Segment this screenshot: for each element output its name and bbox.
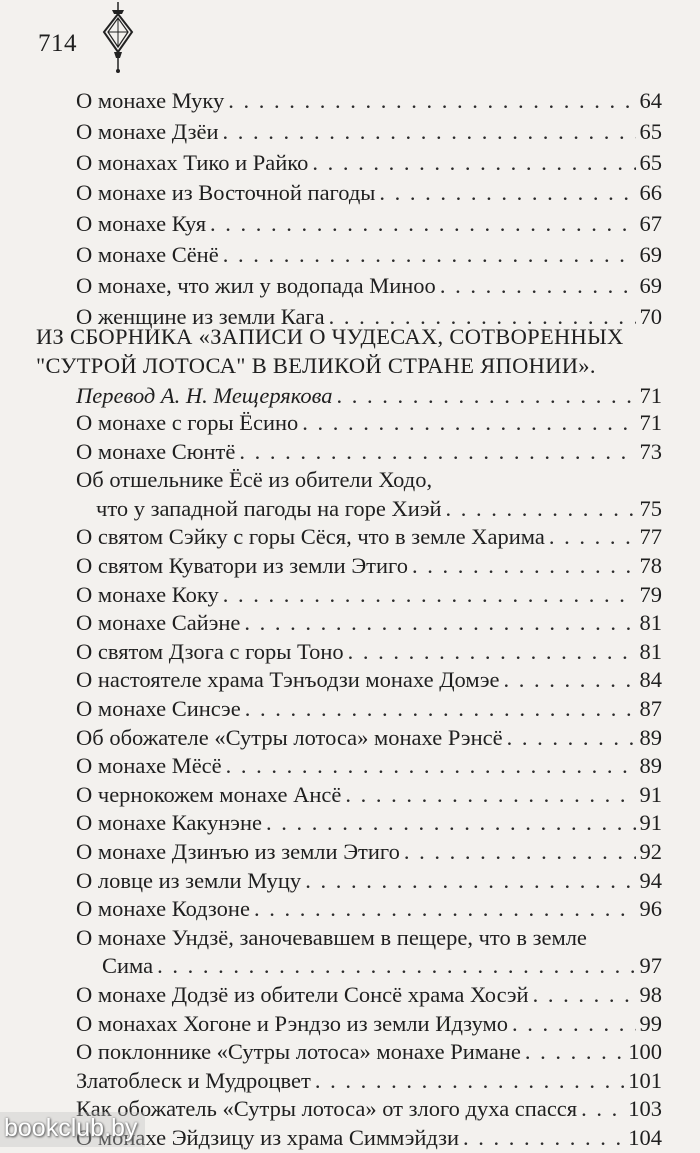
toc-entry-title: О монахе Ундзё, заночевавшем в пещере, что в земле [76,924,587,950]
toc-entry [76,240,662,270]
dot-leader [463,1123,624,1153]
toc-entry-title: О монахе Какунэне [76,810,262,836]
toc-entry-page: 91 [639,781,662,807]
dot-leader [239,437,635,467]
dot-leader [512,1009,635,1039]
toc-entry-title: О монахах Тико и Райко [76,149,309,175]
toc-entry-title: О монахе, что жил у водопада Миноо [76,272,436,298]
toc-entry-title: О чернокожем монахе Ансё [76,781,342,807]
dot-leader [581,1094,624,1124]
toc-entry-title: О монахе Эйдзицу из храма Симмэйдзи [76,1125,460,1150]
toc-entry-page: 69 [639,242,662,267]
toc-entry-page: 73 [639,438,662,464]
dot-leader [254,894,636,924]
toc-entry-page: 75 [639,495,662,521]
dot-leader [504,665,636,695]
toc-entry-title: О монахе Кодзоне [76,896,250,922]
toc-entry [76,1094,662,1124]
toc-entry [76,894,662,924]
toc-entry [76,923,587,953]
toc-entry [76,522,662,552]
toc-entry-page: 67 [639,211,662,237]
toc-entry-page: 100 [628,1039,662,1065]
toc-entry-page: 104 [628,1125,662,1150]
dot-leader [245,694,636,724]
toc-entry-title: Сима [102,953,154,979]
toc-entry-title: О женщине из земли Кага [76,303,325,329]
dot-leader [312,148,635,178]
dot-leader [210,209,635,239]
toc-entry [76,408,662,438]
translator-entry [76,381,662,411]
toc-entry-title: О монахе Додзё из обители Сонсё храма Хосэй [76,982,529,1007]
section-heading-line-1: ИЗ СБОРНИКА «ЗАПИСИ О ЧУДЕСАХ, СОТВОРЕННЫХ [36,324,624,349]
toc-entry [76,637,662,667]
toc-entry-page: 65 [639,118,662,144]
toc-entry [76,1037,662,1067]
dot-leader [226,751,636,781]
toc-entry-title: О монахе Дзинъю из земли Этиго [76,839,400,864]
toc-entry-page: 78 [639,553,662,578]
toc-entry-page: 84 [639,667,662,693]
dot-leader [404,837,636,867]
dot-leader [440,271,636,301]
dot-leader [446,494,636,524]
toc-entry-page: 77 [639,524,662,550]
dot-leader [337,381,636,411]
toc-entry-title: О святом Сэйку с горы Сёся, что в земле Харима [76,524,545,550]
toc-entry-title: Как обожатель «Сутры лотоса» от злого духа спасся [76,1096,578,1122]
lantern-ornament-icon [100,2,136,74]
dot-leader [507,723,636,753]
toc-entry [76,117,662,147]
toc-entry-title: О монахе с горы Ёсино [76,410,299,435]
toc-entry-title: Златоблеск и Мудроцвет [76,1067,311,1093]
toc-entry-page: 65 [639,149,662,175]
toc-entry [76,837,662,867]
dot-leader [223,240,636,270]
toc-entry-page: 91 [639,810,662,836]
toc-entry-page: 92 [639,839,662,864]
toc-entry [76,209,662,239]
toc-entry-title: О монахе Сайэне [76,610,241,636]
toc-entry-page: 103 [628,1096,662,1122]
toc-entry [76,980,662,1010]
toc-entry [76,608,662,638]
dot-leader [223,580,636,610]
toc-entry [76,751,662,781]
toc-entry [76,1009,662,1039]
dot-leader [412,551,636,581]
toc-entry-page: 97 [639,953,662,979]
toc-entry [76,723,662,753]
toc-entry-page: 98 [639,982,662,1007]
toc-entry-title: О настоятеле храма Тэнъодзи монахе Домэе [76,667,500,693]
toc-entry-page: 101 [628,1067,662,1093]
toc-entry-page: 66 [639,180,662,206]
toc-entry [76,780,662,810]
toc-entry-title: О монахе из Восточной пагоды [76,180,376,206]
toc-entry-title: О монахе Коку [76,581,219,607]
toc-entry [76,148,662,178]
toc-entry-title: О монахе Муку [76,88,225,113]
dot-leader [228,86,635,116]
toc-entry-title: О поклоннике «Сутры лотоса» монахе Римане [76,1039,521,1065]
dot-leader [315,1066,624,1096]
toc-entry-title: О монахе Сюнтё [76,438,236,464]
toc-entry-page: 70 [639,303,662,329]
toc-entry [76,1066,662,1096]
toc-entry-title: О монахе Куя [76,211,207,237]
toc-entry [76,694,662,724]
dot-leader [266,808,636,838]
toc-entry [76,271,662,301]
toc-entry [76,494,662,524]
toc-entry [76,178,662,208]
toc-entry-page: 87 [639,696,662,721]
toc-entry [76,951,662,981]
toc-entry-title: Об обожателе «Сутры лотоса» монахе Рэнсё [76,724,503,750]
toc-entry-page: 89 [639,753,662,779]
toc-entry-title: О монахе Сёнё [76,242,219,267]
toc-entry-page: 99 [639,1010,662,1036]
toc-entry [76,437,662,467]
toc-entry-title: О монахах Хогоне и Рэндзо из земли Идзумо [76,1010,509,1036]
toc-entry [76,86,662,116]
toc-entry-page: 94 [639,867,662,893]
dot-leader [533,980,636,1010]
toc-entry-page: 71 [639,383,662,408]
toc-entry-title: О святом Куватори из земли Этиго [76,553,408,578]
toc-entry-title: О монахе Мёсё [76,753,222,779]
toc-entry-page: 96 [639,896,662,922]
toc-entry-page: 89 [639,724,662,750]
toc-entry-page: 69 [639,272,662,298]
toc-entry [76,551,662,581]
section-heading-line-2: "СУТРОЙ ЛОТОСА" В ВЕЛИКОЙ СТРАНЕ ЯПОНИИ». [36,353,596,378]
toc-entry-page: 64 [639,88,662,113]
toc-entry-title: что у западной пагоды на горе Хиэй [96,495,442,521]
watermark: bookclub.by [0,1112,145,1147]
dot-leader [302,408,635,438]
dot-leader [549,522,636,552]
dot-leader [244,608,635,638]
toc-entry [76,1123,662,1153]
toc-entry [76,580,662,610]
toc-entry [76,808,662,838]
page-number: 714 [38,30,77,57]
toc-entry-page: 81 [639,610,662,636]
dot-leader [379,178,635,208]
dot-leader [305,866,635,896]
toc-entry [76,665,662,695]
toc-entry-page: 79 [639,581,662,607]
toc-entry-page: 71 [639,410,662,435]
dot-leader [345,780,635,810]
toc-entry-title: О монахе Дзёи [76,118,219,144]
toc-entry-page: 81 [639,638,662,664]
toc-entry-title: О святом Дзога с горы Тоно [76,638,344,664]
toc-entry [76,866,662,896]
dot-leader [525,1037,624,1067]
dot-leader [348,637,636,667]
dot-leader [223,117,636,147]
toc-entry [76,465,432,495]
toc-entry-title: Об отшельнике Ёсё из обители Ходо, [76,467,433,493]
toc-entry-title: О монахе Синсэе [76,696,241,721]
dot-leader [157,951,635,981]
toc-entry-title: О ловце из земли Муцу [76,867,302,893]
toc-entry-title: Перевод А. Н. Мещерякова [76,383,333,408]
